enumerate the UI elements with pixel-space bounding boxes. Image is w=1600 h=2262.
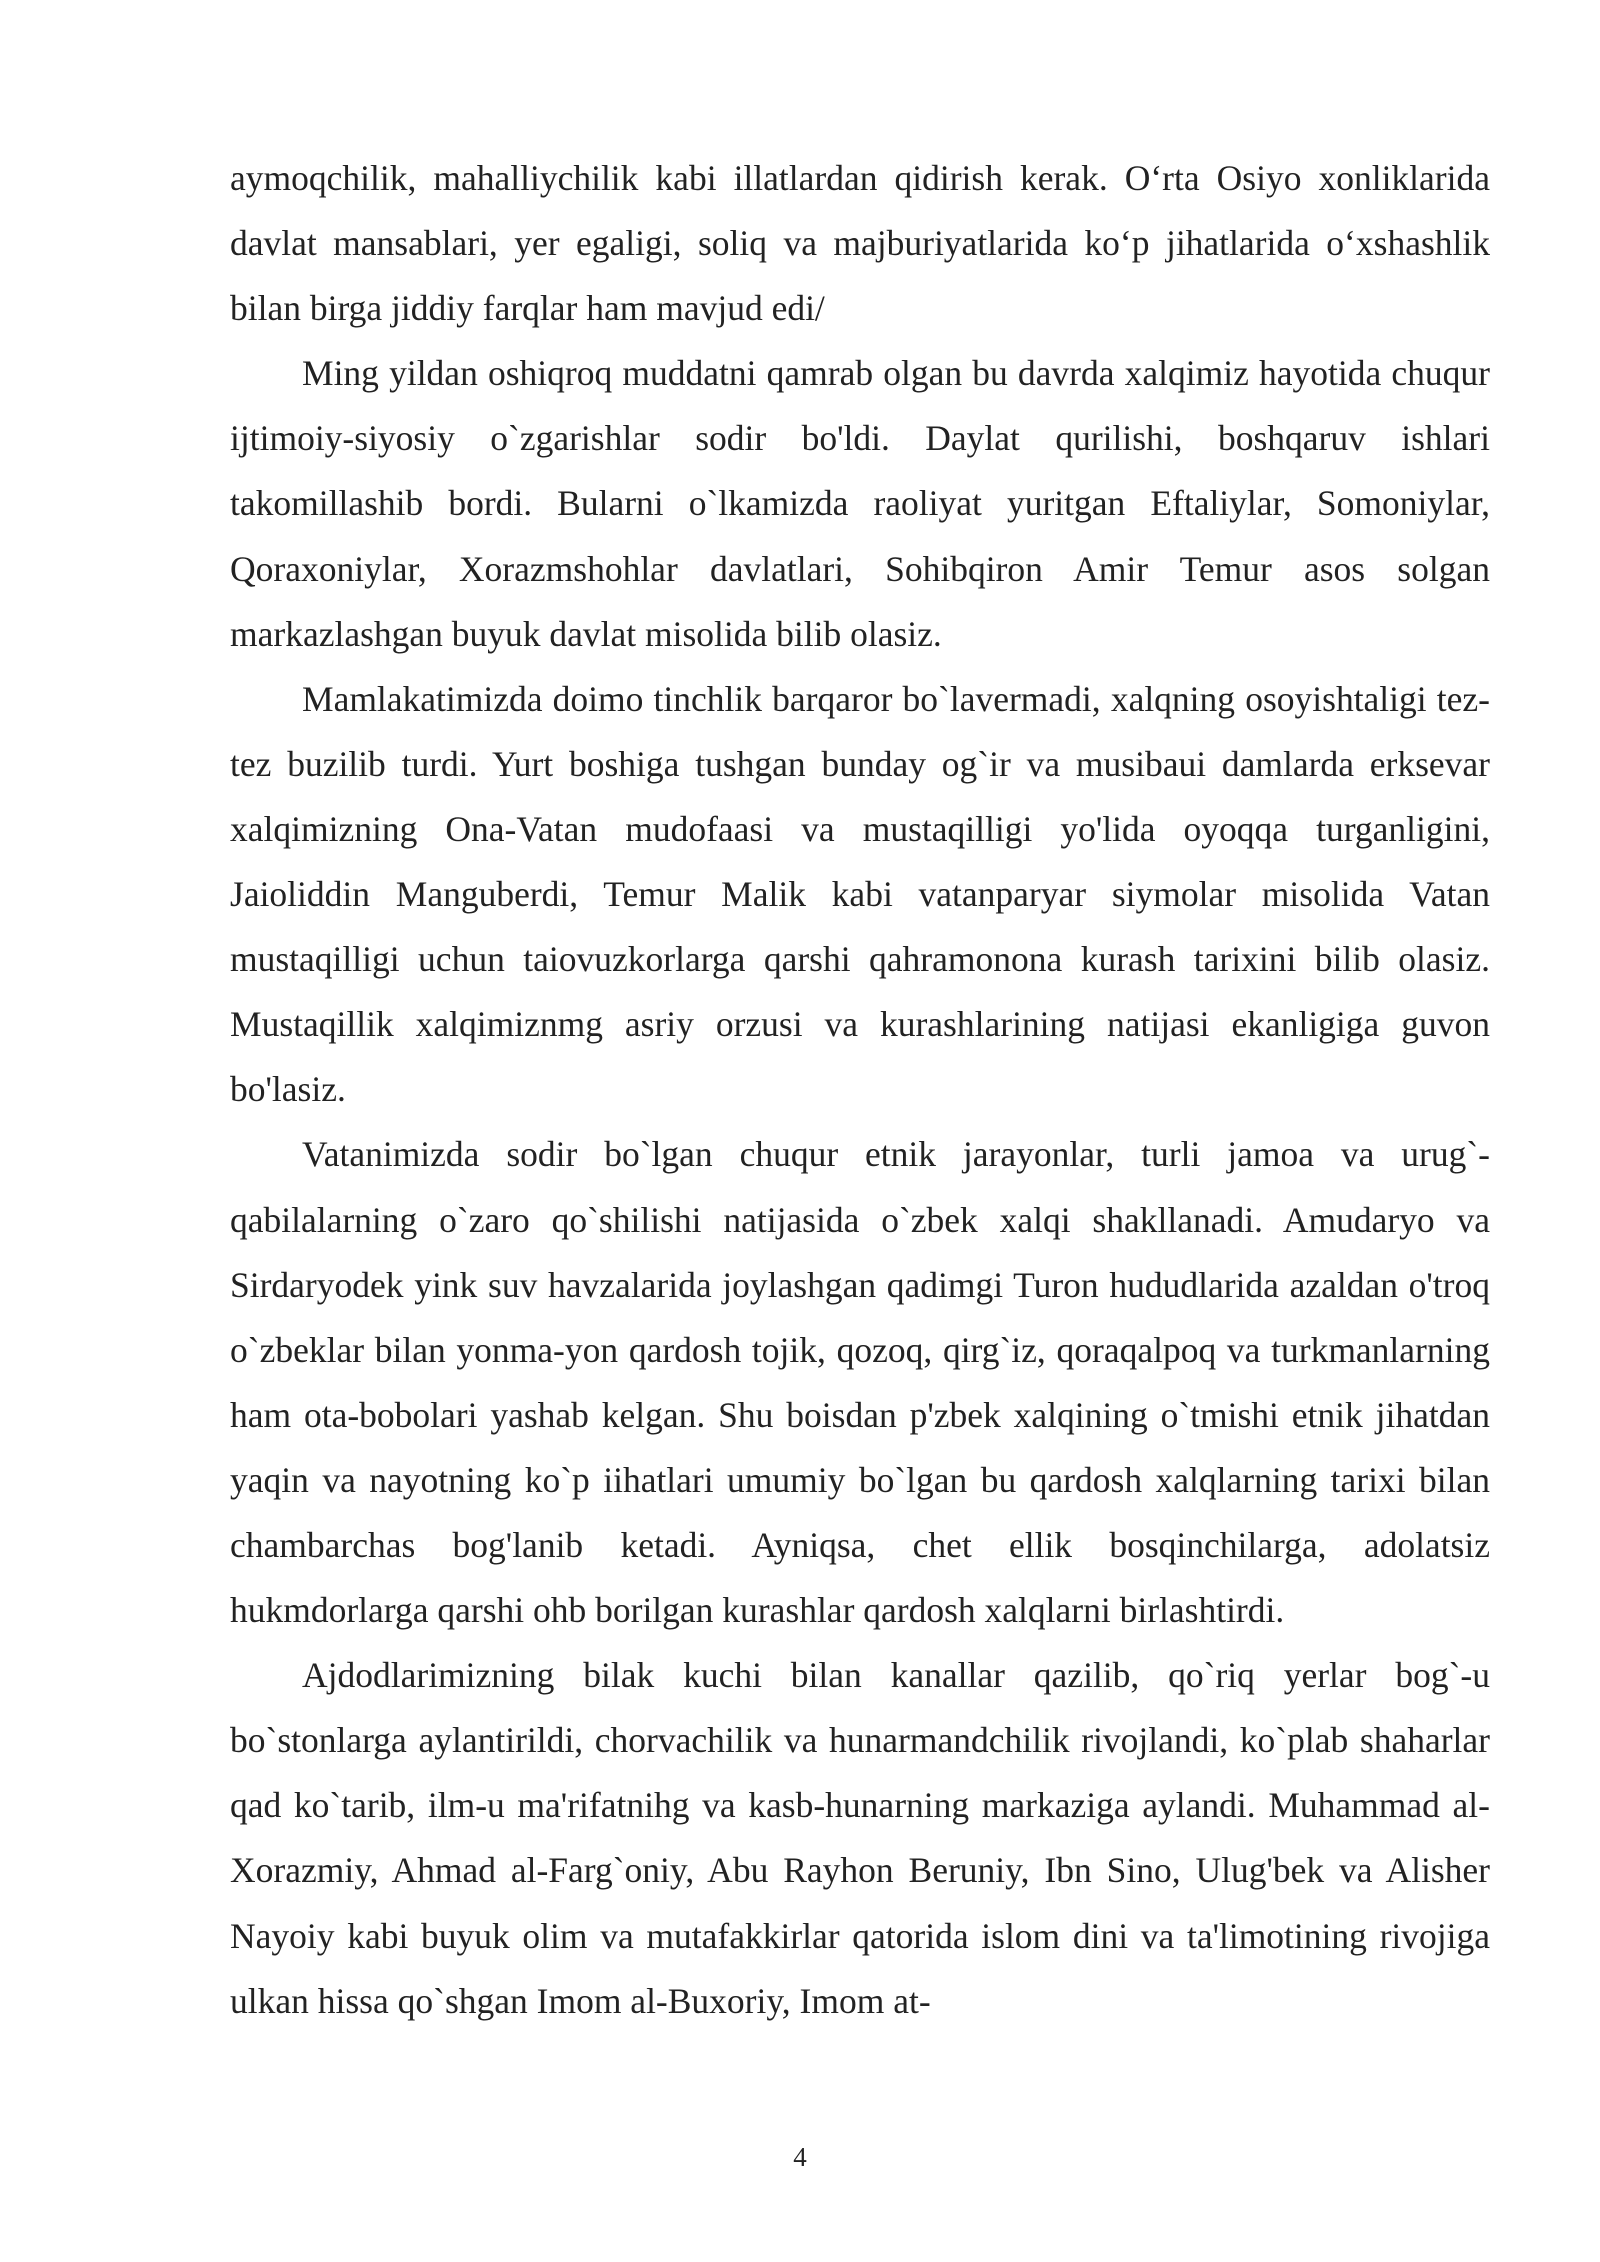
paragraph: Ajdodlarimizning bilak kuchi bilan kanallar qazilib, qo`riq yerlar bog`-u bo`stonlarga aylantirildi, chorvachilik va hunarmandchilik rivojlandi, ko`plab shaharlar qad ko`tarib, ilm-u ma'rifatnihg va kasb-hunarning markaziga aylandi. Muhammad al-Xorazmiy, Ahmad al-Farg`oniy, Abu Rayhon Beruniy, Ibn Sino, Ulug'bek va Alisher Nayoiy kabi buyuk olim va mutafakkirlar qatorida islom dini va ta'limotining rivojiga ulkan hissa qo`shgan Imom al-Buxoriy, Imom at- — [230, 1655, 1490, 2021]
page-number: 4 — [793, 2142, 807, 2172]
paragraph-continued: aymoqchilik, mahalliychilik kabi illatlardan qidirish kerak. O‘rta Osiyo xonliklarida davlat mansablari, yer egaligi, soliq va majburiyatlarida ko‘p jihatlarida o‘xshashlik bilan birga jiddiy farqlar ham mavjud edi/ — [230, 158, 1490, 329]
paragraph: Ming yildan oshiqroq muddatni qamrab olgan bu davrda xalqimiz hayotida chuqur ijtimoiy-siyosiy o`zgarishlar sodir bo'ldi. Daylat qurilishi, boshqaruv ishlari takomillashib bordi. Bularni o`lkamizda raoliyat yuritgan Eftaliylar, Somoniylar, Qoraxoniylar, Xorazmshohlar davlatlari, Sohibqiron Amir Temur asos solgan markazlashgan buyuk davlat misolida bilib olasiz. — [230, 353, 1490, 654]
body-text — [230, 146, 1490, 2034]
paragraph: Vatanimizda sodir bo`lgan chuqur etnik jarayonlar, turli jamoa va urug`-qabilalarning o`zaro qo`shilishi natijasida o`zbek xalqi shakllanadi. Amudaryo va Sirdaryodek yink suv havzalarida joylashgan qadimgi Turon hududlarida azaldan o'troq o`zbeklar bilan yonma-yon qardosh tojik, qozoq, qirg`iz, qoraqalpoq va turkmanlarning ham ota-bobolari yashab kelgan. Shu boisdan p'zbek xalqining o`tmishi etnik jihatdan yaqin va nayotning ko`p iihatlari umumiy bo`lgan bu qardosh xalqlarning tarixi bilan chambarchas bog'lanib ketadi. Ayniqsa, chet ellik bosqinchilarga, adolatsiz hukmdorlarga qarshi ohb borilgan kurashlar qardosh xalqlarni birlashtirdi. — [230, 1134, 1490, 1631]
paragraph: Mamlakatimizda doimo tinchlik barqaror bo`lavermadi, xalqning osoyishtaligi tez-tez buzilib turdi. Yurt boshiga tushgan bunday og`ir va musibaui damlarda erksevar xalqimizning Ona-Vatan mudofaasi va mustaqilligi yo'lida oyoqqa turganligini, Jaioliddin Manguberdi, Temur Malik kabi vatanparyar siymolar misolida Vatan mustaqilligi uchun taiovuzkorlarga qarshi qahramonona kurash tarixini bilib olasiz. Mustaqillik xalqimiznmg asriy orzusi va kurashlarining natijasi ekanligiga guvon bo'lasiz. — [230, 678, 1490, 1110]
